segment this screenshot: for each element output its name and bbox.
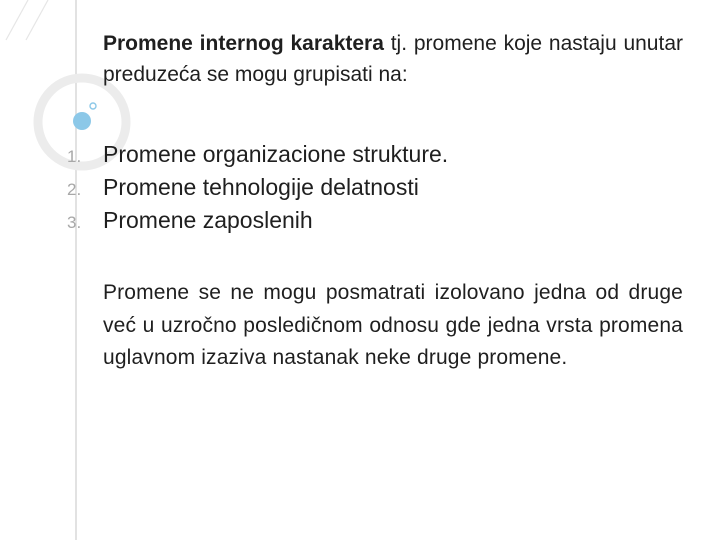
- intro-rest: tj. promene koje nastaju unutar preduzeća se mogu grupisati na:: [103, 32, 683, 86]
- numbered-list: [67, 138, 683, 237]
- closing-paragraph: Promene se ne mogu posmatrati izolovano jedna od druge već u uzročno posledičnom odnosu gde jedna vrsta promena uglavnom izaziva nastanak neke druge promene.: [103, 281, 683, 369]
- list-number: 3.: [67, 213, 82, 232]
- small-ring-decoration: [90, 103, 96, 109]
- corner-line-outer: [6, 0, 28, 40]
- intro-paragraph: [103, 28, 683, 90]
- corner-line-inner: [26, 0, 48, 40]
- blue-dot-decoration: [73, 112, 91, 130]
- list-item-text: Promene zaposlenih: [103, 207, 313, 233]
- list-item-text: Promene tehnologije delatnosti: [103, 174, 419, 200]
- list-number: 2.: [67, 180, 82, 199]
- list-item: [67, 171, 683, 204]
- list-item: [67, 204, 683, 237]
- list-item-text: Promene organizacione strukture.: [103, 141, 449, 167]
- slide-content: [67, 28, 683, 375]
- list-item: [67, 138, 683, 171]
- list-number: 1.: [67, 147, 82, 166]
- intro-lead-bold: Promene internog karaktera: [103, 32, 384, 55]
